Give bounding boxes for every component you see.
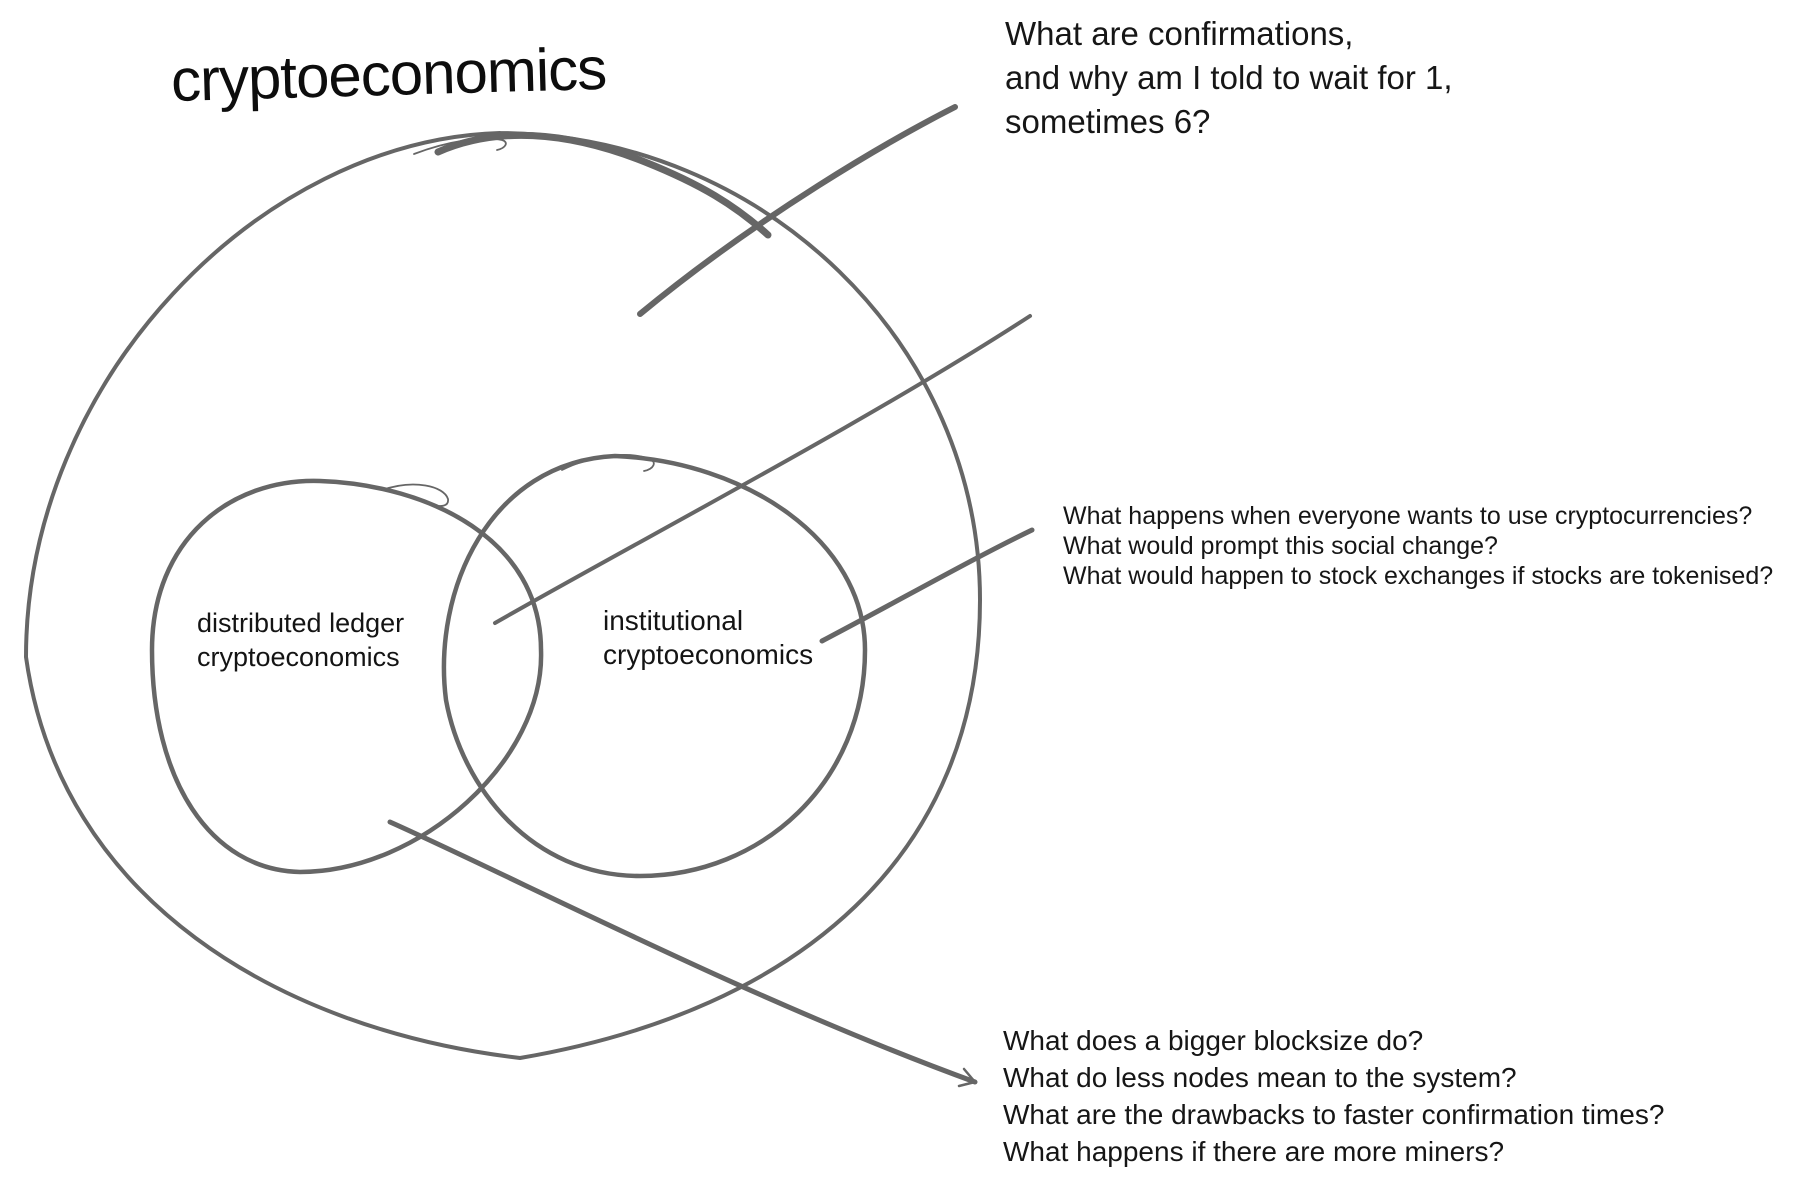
annotation-blocksize-line2: What do less nodes mean to the system? (1003, 1062, 1517, 1093)
left-circle-label-line1: distributed ledger (197, 608, 405, 638)
left-circle-pen-hook (382, 485, 448, 506)
annotation-adoption-line2: What would prompt this social change? (1063, 532, 1498, 560)
annotation-confirmations-line2: and why am I told to wait for 1, (1005, 59, 1453, 96)
annotation-adoption-line1: What happens when everyone wants to use cryptocurrencies? (1063, 502, 1753, 530)
annotation-adoption (1063, 501, 1773, 591)
annotation-confirmations (1005, 12, 1453, 144)
annotation-adoption-line3: What would happen to stock exchanges if stocks are tokenised? (1063, 562, 1774, 590)
annotation-confirmations-line1: What are confirmations, (1005, 15, 1354, 52)
annotation-blocksize-line1: What does a bigger blocksize do? (1003, 1025, 1424, 1056)
right-circle-label-line1: institutional (603, 605, 744, 636)
annotation-blocksize-line4: What happens if there are more miners? (1003, 1136, 1505, 1167)
outer-circle (26, 133, 980, 1058)
left-circle-label (197, 606, 404, 674)
connector-adoption-line (495, 316, 1030, 623)
annotation-blocksize-line3: What are the drawbacks to faster confirmation times? (1003, 1099, 1665, 1130)
annotation-confirmations-line3: sometimes 6? (1005, 103, 1211, 140)
left-circle-label-line2: cryptoeconomics (197, 642, 400, 672)
connector-blocksize-line (390, 822, 975, 1082)
right-circle-label (603, 604, 813, 672)
connector-institutional-line (822, 530, 1032, 641)
left-circle (152, 481, 541, 872)
connector-confirmations-line (640, 107, 955, 314)
annotation-blocksize (1003, 1022, 1664, 1170)
page-title: cryptoeconomics (170, 34, 607, 115)
right-circle-label-line2: cryptoeconomics (603, 639, 814, 670)
